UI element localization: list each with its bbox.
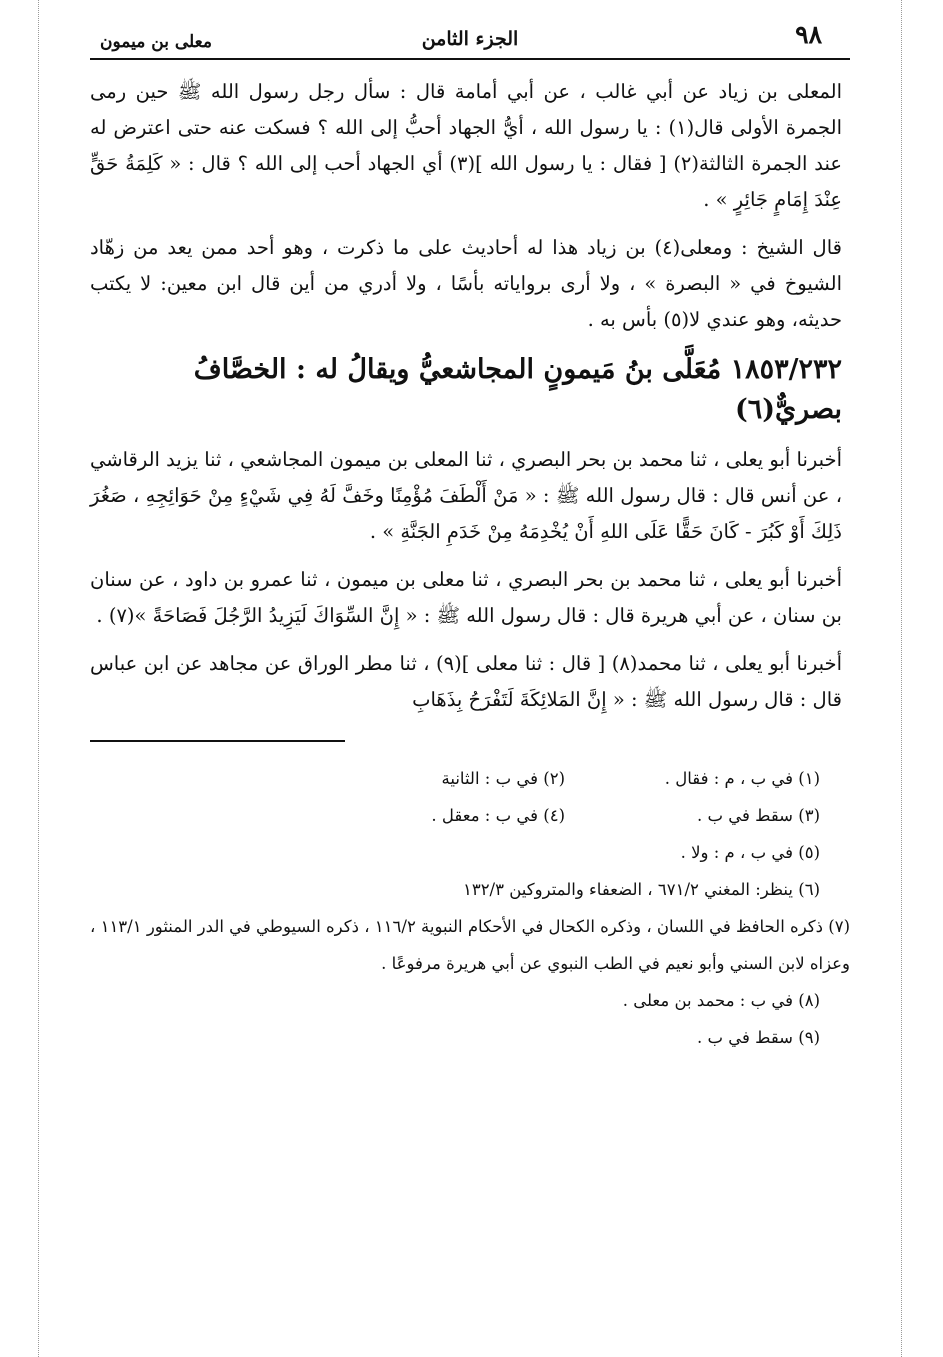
footnote-8: (٨) في ب : محمد بن معلى . bbox=[622, 991, 820, 1010]
footnote-6: (٦) ينظر: المغني ٦٧١/٢ ، الضعفاء والمتروكين ١٣٢/٣ bbox=[462, 880, 820, 899]
paragraph-1: المعلى بن زياد عن أبي غالب ، عن أبي أمامة قال : سأل رجل رسول الله ﷺ حين رمى الجمرة الأولى قال(١) : يا رسول الله ، أيُّ الجهاد أحبُّ إلى الله ؟ فسكت عنه حتى اعترض له عند الجمرة الثالثة(٢) [ فقال : يا رسول الله ](٣) أي الجهاد أحب إلى الله ؟ قال : « كَلِمَةُ حَقٍّ عِنْدَ إِمَامٍ جَائِرٍ » . bbox=[90, 80, 842, 211]
footnote-2: (٢) في ب : الثانية bbox=[441, 769, 565, 788]
chapter-title: معلى بن ميمون bbox=[100, 32, 212, 52]
footnote-5: (٥) في ب ، م : ولا . bbox=[680, 843, 820, 862]
footnote-row bbox=[90, 797, 820, 834]
footnote-4: (٤) في ب : معقل . bbox=[431, 806, 565, 825]
margin-guide-left bbox=[38, 0, 39, 1357]
paragraph-5: أخبرنا أبو يعلى ، ثنا محمد(٨) [ قال : ثنا معلى ](٩) ، ثنا مطر الوراق عن مجاهد عن ابن عباس قال : قال رسول الله ﷺ : « إِنَّ المَلائِكَةَ لَتَفْرَحُ بِذَهَابِ bbox=[90, 652, 843, 711]
running-header bbox=[90, 20, 850, 60]
margin-guide-right bbox=[901, 0, 902, 1357]
footnotes bbox=[90, 760, 850, 1056]
footnote-7: (٧) ذكره الحافظ في اللسان ، وذكره الكحال في الأحكام النبوية ١١٦/٢ ، ذكره السيوطي في الدر المنثور ١١٣/١ ، وعزاه لابن السني وأبو نعيم في الطب النبوي عن أبي هريرة مرفوعًا . bbox=[90, 917, 850, 973]
paragraph-4: أخبرنا أبو يعلى ، ثنا محمد بن بحر البصري ، ثنا معلى بن ميمون ، ثنا عمرو بن داود ، عن سنان بن سنان ، عن أبي هريرة قال : قال رسول الله ﷺ : « إِنَّ السِّوَاكَ لَيَزِيدُ الرَّجُلَ فَصَاحَةً »(٧) . bbox=[90, 568, 842, 627]
entry-heading: ١٨٥٣/٢٣٢ مُعَلَّى بنُ مَيمونٍ المجاشعيُّ ويقالُ له : الخصَّافُ بصريٌّ(٦) bbox=[193, 354, 842, 425]
paragraph-2: قال الشيخ : ومعلى(٤) بن زياد هذا له أحاديث على ما ذكرت ، وهو أحد ممن يعد من زهّاد الشيوخ في « البصرة » ، ولا أرى برواياته بأسًا ، ولا أدري من أين قال ابن معين: لا يكتب حديثه، وهو عندي لا(٥) بأس به . bbox=[90, 236, 842, 331]
footnote-9: (٩) سقط في ب . bbox=[697, 1028, 820, 1047]
footnote-1: (١) في ب ، م : فقال . bbox=[664, 769, 820, 788]
footnote-separator bbox=[90, 740, 345, 742]
footnote-row bbox=[90, 760, 820, 797]
book-page bbox=[90, 20, 850, 1056]
footnote-3: (٣) سقط في ب . bbox=[697, 806, 820, 825]
main-text bbox=[90, 74, 850, 718]
part-title: الجزء الثامن bbox=[421, 28, 519, 50]
paragraph-3: أخبرنا أبو يعلى ، ثنا محمد بن بحر البصري ، ثنا المعلى بن ميمون المجاشعي ، ثنا يزيد الرقاشي ، عن أنس قال : قال رسول الله ﷺ : « مَنْ أَلْطَفَ مُؤْمِنًا وخَفَّ لَهُ فِي شَيْءٍ مِنْ حَوَائِجِهِ ، صَغُرَ ذَلِكَ أَوْ كَبُرَ - كَانَ حَقًّا عَلَى اللهِ أَنْ يُخْدِمَهُ مِنْ خَدَمِ الجَنَّةِ » . bbox=[90, 448, 842, 543]
page-number: ٩٨ bbox=[795, 20, 822, 49]
